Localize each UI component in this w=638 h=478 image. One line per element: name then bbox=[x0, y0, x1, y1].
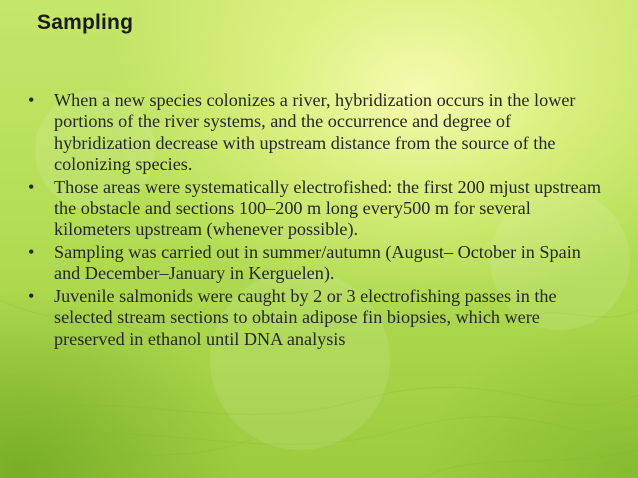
bullet-icon: • bbox=[28, 242, 35, 263]
bullet-item bbox=[28, 90, 608, 175]
slide-title: Sampling bbox=[37, 11, 134, 34]
bullet-text: Juvenile salmonids were caught by 2 or 3 electrofishing passes in the selected stream sections to obtain adipose fin biopsies, which were preserved in ethanol until DNA analysis bbox=[54, 286, 557, 349]
bullet-item bbox=[28, 177, 608, 241]
bullet-text: Those areas were systematically electrofished: the first 200 mjust upstream the obstacle and sections 100–200 m long every500 m for several kilometers upstream (whenever possible). bbox=[54, 176, 601, 240]
bullet-text: Sampling was carried out in summer/autumn (August– October in Spain and December–January in Kerguelen). bbox=[54, 242, 581, 284]
bullet-icon: • bbox=[28, 90, 35, 110]
bullet-icon: • bbox=[28, 176, 35, 197]
bullet-icon: • bbox=[28, 286, 35, 307]
bullet-list bbox=[28, 90, 608, 352]
bullet-item bbox=[28, 286, 608, 350]
bullet-text: When a new species colonizes a river, hybridization occurs in the lower portions of the river systems, and the occurrence and degree of hybridization decrease with upstream distance from the source of the colonizing species. bbox=[54, 90, 576, 174]
bullet-item bbox=[28, 242, 608, 285]
